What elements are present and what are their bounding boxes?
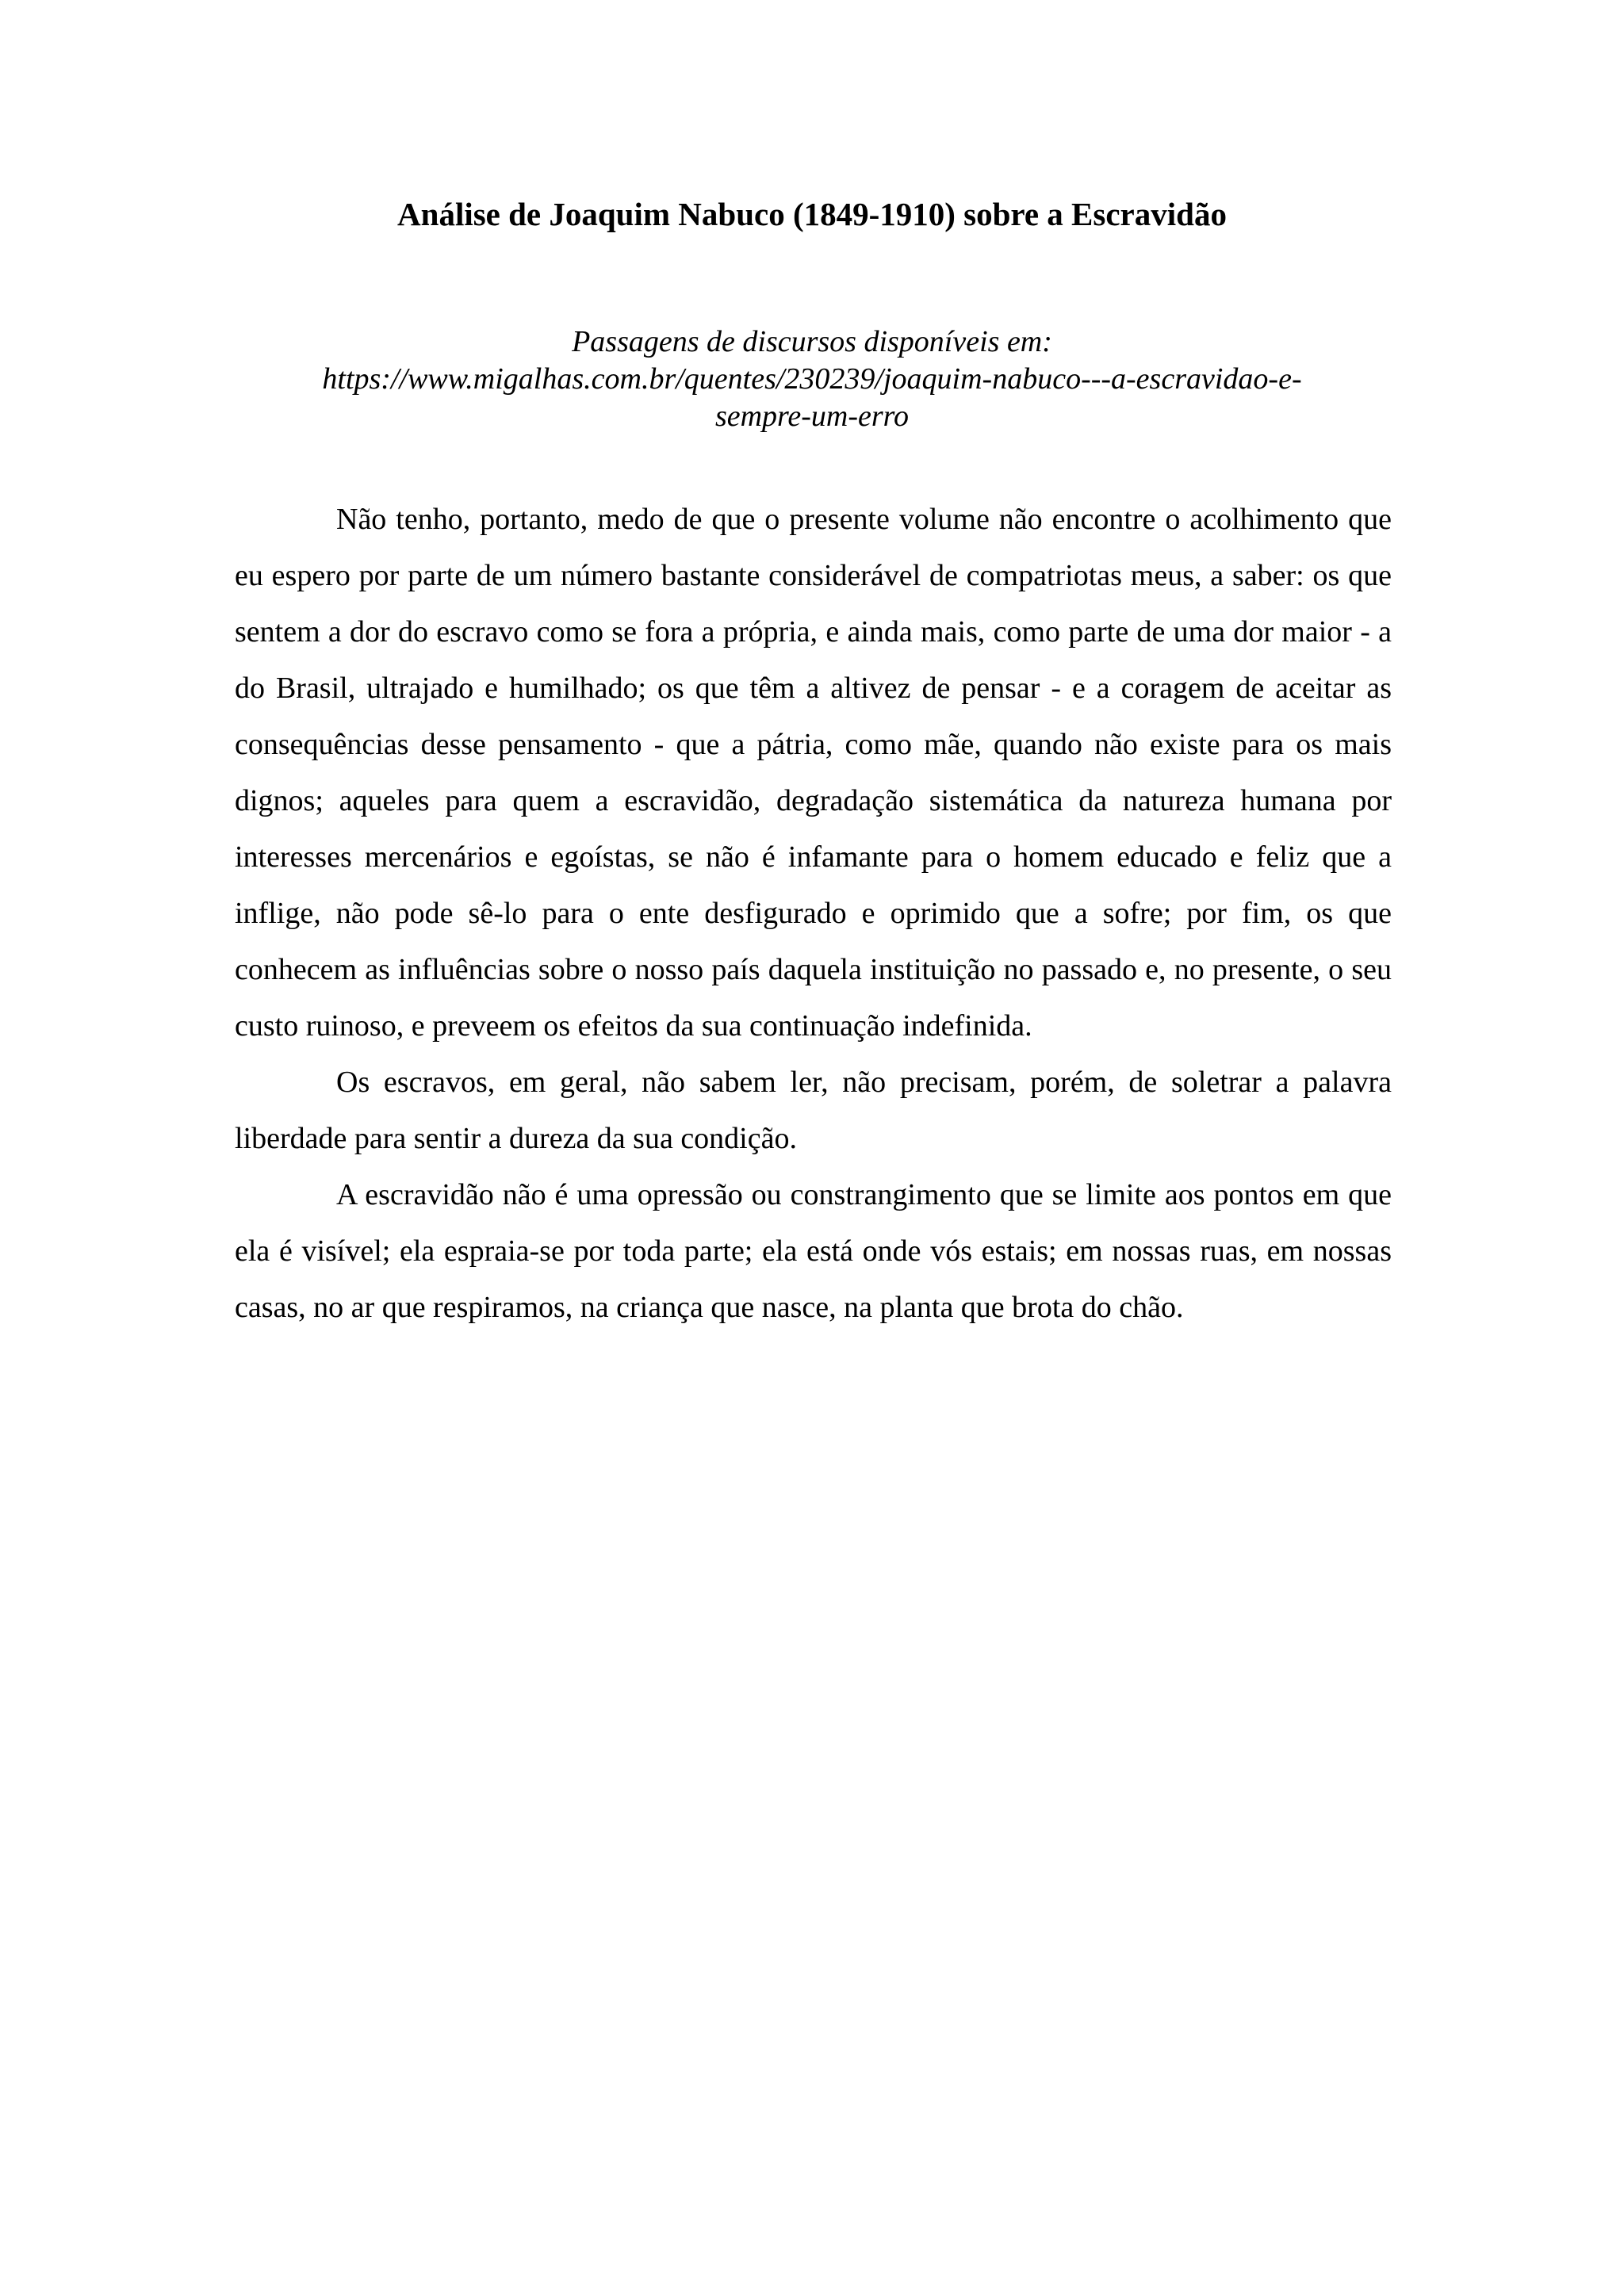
source-url-part-1: https://www.migalhas.com.br/quentes/230239/joaquim-nabuco---a-escravidao-e- <box>322 362 1302 396</box>
paragraph-1: Não tenho, portanto, medo de que o presente volume não encontre o acolhimento que eu espero por parte de um número bastante considerável de compatriotas meus, a saber: os que sentem a dor do escravo como se fora a própria, e ainda mais, como parte de uma dor maior - a do Brasil, ultrajado e humilhado; os que têm a altivez de pensar - e a coragem de aceitar as consequências desse pensamento - que a pátria, como mãe, quando não existe para os mais dignos; aqueles para quem a escravidão, degradação sistemática da natureza humana por interesses mercenários e egoístas, se não é infamante para o homem educado e feliz que a inflige, não pode sê-lo para o ente desfigurado e oprimido que a sofre; por fim, os que conhecem as influências sobre o nosso país daquela instituição no passado e, no presente, o seu custo ruinoso, e preveem os efeitos da sua continuação indefinida. <box>235 503 1392 1043</box>
source-intro: Passagens de discursos disponíveis em: <box>572 325 1052 358</box>
source-url-part-2: sempre-um-erro <box>714 400 910 433</box>
document-title: Análise de Joaquim Nabuco (1849-1910) sobre a Escravidão <box>397 196 1227 232</box>
body-text <box>235 492 1392 1336</box>
source-citation <box>238 323 1386 435</box>
paragraph-3: A escravidão não é uma opressão ou constrangimento que se limite aos pontos em que ela é visível; ela espraia-se por toda parte; ela está onde vós estais; em nossas ruas, em nossas casas, no ar que respiramos, na criança que nasce, na planta que brota do chão. <box>235 1178 1392 1324</box>
paragraph-2: Os escravos, em geral, não sabem ler, não precisam, porém, de soletrar a palavra liberdade para sentir a dureza da sua condição. <box>235 1066 1392 1155</box>
